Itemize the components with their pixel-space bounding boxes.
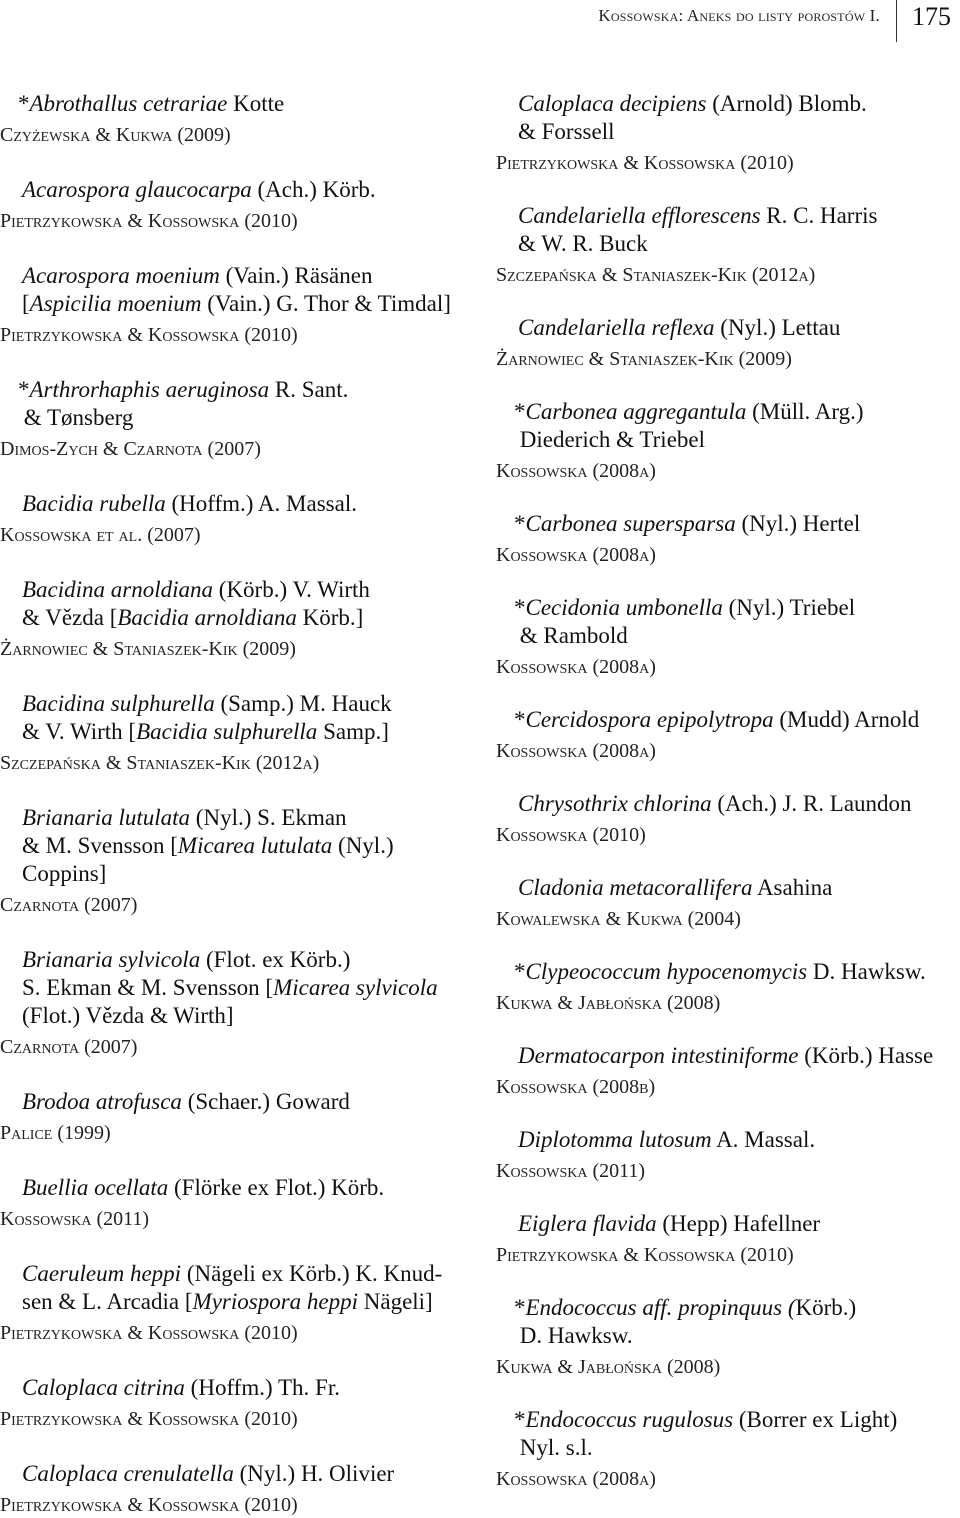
species-name: *Endococcus aff. propinquus (Körb.) D. Hawksw. [514,1295,857,1348]
species-name: Dermatocarpon intestiniforme (Körb.) Hasse [518,1043,934,1068]
species-reference: Czyżewska & Kukwa (2009) [0,124,231,146]
species-entry [0,576,470,662]
species-reference: Żarnowiec & Staniaszek-Kik (2009) [496,348,792,370]
species-reference: Żarnowiec & Staniaszek-Kik (2009) [0,638,296,660]
species-name: Acarospora glaucocarpa (Ach.) Körb. [22,177,376,202]
species-reference: Pietrzykowska & Kossowska (2010) [496,152,794,174]
species-entry [0,804,470,918]
species-entry [496,958,958,1016]
species-reference: Czarnota (2007) [0,1036,138,1058]
species-entry [0,690,470,776]
species-name: *Carbonea supersparsa (Nyl.) Hertel [514,511,861,536]
species-reference: Kossowska (2008a) [496,544,656,566]
species-entry [0,1174,470,1232]
species-name: *Cecidonia umbonella (Nyl.) Triebel & Rambold [514,595,856,648]
species-reference: Pietrzykowska & Kossowska (2010) [0,1322,298,1344]
species-entry [496,790,958,848]
species-reference: Pietrzykowska & Kossowska (2010) [0,1494,298,1516]
species-reference: Pietrzykowska & Kossowska (2010) [0,324,298,346]
species-name: Brianaria sylvicola (Flot. ex Körb.) S. Ekman & M. Svensson [Micarea sylvicola (Flot.) Vězda & Wirth] [22,947,438,1028]
species-entry [496,1042,958,1100]
species-entry [496,90,958,176]
page-number: 175 [912,2,951,31]
species-name: Acarospora moenium (Vain.) Räsänen [Aspicilia moenium (Vain.) G. Thor & Timdal] [22,263,451,316]
species-entry [0,376,470,462]
species-entry [0,90,470,148]
species-name: Bacidina arnoldiana (Körb.) V. Wirth & Vězda [Bacidia arnoldiana Körb.] [22,577,370,630]
species-entry [496,202,958,288]
species-reference: Szczepańska & Staniaszek-Kik (2012a) [496,264,816,286]
species-reference: Szczepańska & Staniaszek-Kik (2012a) [0,752,320,774]
species-name: Caeruleum heppi (Nägeli ex Körb.) K. Knud- sen & L. Arcadia [Myriospora heppi Nägeli] [22,1261,443,1314]
species-entry [496,1406,958,1492]
species-reference: Czarnota (2007) [0,894,138,916]
species-name: Brianaria lutulata (Nyl.) S. Ekman & M. Svensson [Micarea lutulata (Nyl.) Coppins] [22,805,394,886]
species-entry [0,1460,470,1518]
species-name: Cladonia metacorallifera Asahina [518,875,833,900]
species-entry [496,1126,958,1184]
species-name: Caloplaca citrina (Hoffm.) Th. Fr. [22,1375,340,1400]
species-reference: Kossowska (2008a) [496,656,656,678]
species-name: Candelariella reflexa (Nyl.) Lettau [518,315,841,340]
species-entry [496,594,958,680]
species-name: Bacidina sulphurella (Samp.) M. Hauck & V. Wirth [Bacidia sulphurella Samp.] [22,691,392,744]
species-reference: Kossowska (2011) [0,1208,150,1230]
species-reference: Kossowska (2008a) [496,460,656,482]
species-name: Chrysothrix chlorina (Ach.) J. R. Laundon [518,791,912,816]
species-reference: Kossowska (2008a) [496,1468,656,1490]
species-entry [0,490,470,548]
species-entry [496,314,958,372]
species-name: *Endococcus rugulosus (Borrer ex Light) Nyl. s.l. [514,1407,898,1460]
species-name: Bacidia rubella (Hoffm.) A. Massal. [22,491,357,516]
species-reference: Kowalewska & Kukwa (2004) [496,908,741,930]
species-reference: Pietrzykowska & Kossowska (2010) [0,1408,298,1430]
species-name: Diplotomma lutosum A. Massal. [518,1127,816,1152]
species-entry [496,706,958,764]
species-entry [496,1294,958,1380]
species-name: Caloplaca decipiens (Arnold) Blomb. & Forssell [518,91,867,144]
species-name: Brodoa atrofusca (Schaer.) Goward [22,1089,350,1114]
species-entry [0,1374,470,1432]
species-name: *Arthrorhaphis aeruginosa R. Sant. & Tønsberg [18,377,349,430]
species-reference: Kossowska (2008a) [496,740,656,762]
species-entry [0,946,470,1060]
species-name: *Cercidospora epipolytropa (Mudd) Arnold [514,707,920,732]
species-name: Eiglera flavida (Hepp) Hafellner [518,1211,821,1236]
species-entry [496,510,958,568]
species-name: Candelariella efflorescens R. C. Harris & W. R. Buck [518,203,878,256]
species-name: Caloplaca crenulatella (Nyl.) H. Olivier [22,1461,395,1486]
species-entry [496,398,958,484]
species-entry [0,1260,470,1346]
species-entry [496,874,958,932]
species-entry [0,262,470,348]
species-reference: Kossowska (2008b) [496,1076,656,1098]
page-header [0,0,960,60]
species-reference: Kossowska (2010) [496,824,646,846]
species-name: *Clypeococcum hypocenomycis D. Hawksw. [514,959,926,984]
species-reference: Pietrzykowska & Kossowska (2010) [496,1244,794,1266]
left-column [0,90,470,1518]
species-name: Buellia ocellata (Flörke ex Flot.) Körb. [22,1175,385,1200]
species-reference: Kukwa & Jabłońska (2008) [496,1356,721,1378]
species-reference: Pietrzykowska & Kossowska (2010) [0,210,298,232]
species-reference: Kossowska (2011) [496,1160,646,1182]
species-entry [496,1210,958,1268]
header-divider [896,0,897,42]
right-column [496,90,958,1492]
species-reference: Kossowska et al. (2007) [0,524,201,546]
species-name: *Carbonea aggregantula (Müll. Arg.) Diederich & Triebel [514,399,864,452]
species-reference: Palice (1999) [0,1122,111,1144]
species-entry [0,176,470,234]
species-entry [0,1088,470,1146]
species-name: *Abrothallus cetrariae Kotte [18,91,285,116]
running-head: Kossowska: Aneks do listy porostów I. [598,6,880,25]
species-reference: Dimos-Zych & Czarnota (2007) [0,438,261,460]
species-reference: Kukwa & Jabłońska (2008) [496,992,721,1014]
